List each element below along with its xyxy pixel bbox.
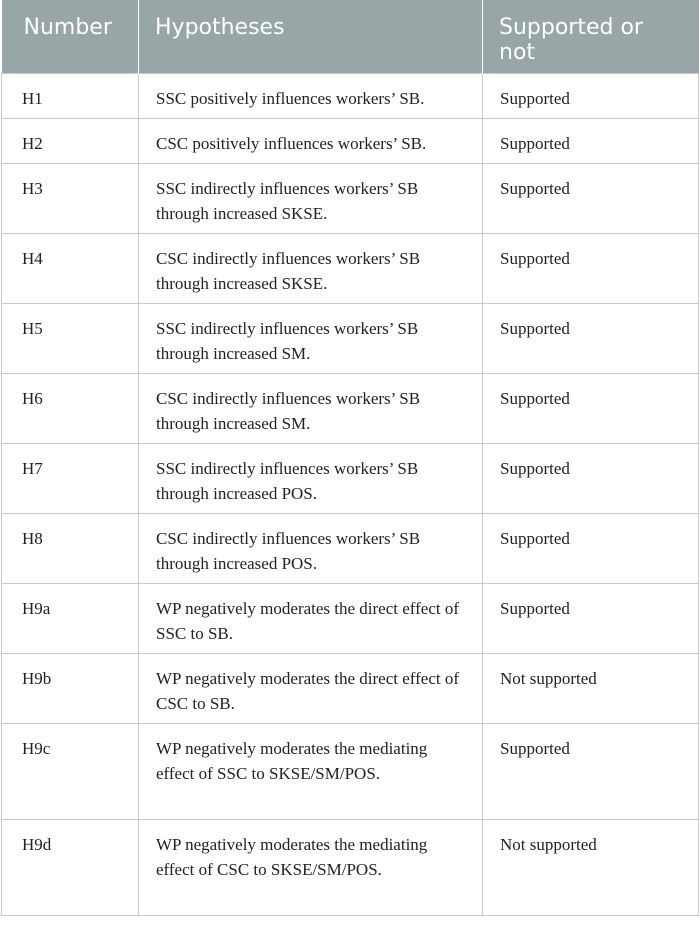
hypotheses-table: [1, 0, 699, 916]
hypothesis-cell: CSC indirectly influences workers’ SB through increased SM.: [139, 374, 483, 444]
number-cell: H9d: [2, 820, 139, 916]
table-row: [2, 444, 699, 514]
table-row: [2, 514, 699, 584]
hypothesis-cell: WP negatively moderates the direct effect of CSC to SB.: [139, 654, 483, 724]
table-row: [2, 374, 699, 444]
number-cell: H9c: [2, 724, 139, 820]
hypothesis-cell: SSC positively influences workers’ SB.: [139, 74, 483, 119]
status-cell: Supported: [483, 374, 699, 444]
hypothesis-cell: SSC indirectly influences workers’ SB through increased POS.: [139, 444, 483, 514]
status-cell: Supported: [483, 119, 699, 164]
hypothesis-cell: WP negatively moderates the mediating effect of SSC to SKSE/SM/POS.: [139, 724, 483, 820]
status-cell: Supported: [483, 584, 699, 654]
hypothesis-cell: CSC positively influences workers’ SB.: [139, 119, 483, 164]
hypothesis-cell: CSC indirectly influences workers’ SB through increased POS.: [139, 514, 483, 584]
table-row: [2, 164, 699, 234]
table-row: [2, 119, 699, 164]
number-cell: H9b: [2, 654, 139, 724]
hypothesis-cell: CSC indirectly influences workers’ SB through increased SKSE.: [139, 234, 483, 304]
hypothesis-cell: SSC indirectly influences workers’ SB through increased SKSE.: [139, 164, 483, 234]
status-cell: Supported: [483, 164, 699, 234]
status-cell: Supported: [483, 74, 699, 119]
status-cell: Supported: [483, 514, 699, 584]
table-row: [2, 74, 699, 119]
header-supported: Supported or not: [483, 0, 699, 74]
hypothesis-cell: WP negatively moderates the mediating effect of CSC to SKSE/SM/POS.: [139, 820, 483, 916]
table-row: [2, 724, 699, 820]
number-cell: H1: [2, 74, 139, 119]
status-cell: Supported: [483, 304, 699, 374]
status-cell: Not supported: [483, 820, 699, 916]
number-cell: H4: [2, 234, 139, 304]
number-cell: H2: [2, 119, 139, 164]
status-cell: Supported: [483, 724, 699, 820]
number-cell: H7: [2, 444, 139, 514]
table-row: [2, 820, 699, 916]
status-cell: Not supported: [483, 654, 699, 724]
number-cell: H9a: [2, 584, 139, 654]
number-cell: H6: [2, 374, 139, 444]
header-row: [2, 0, 699, 74]
hypothesis-cell: SSC indirectly influences workers’ SB through increased SM.: [139, 304, 483, 374]
table-row: [2, 304, 699, 374]
table-row: [2, 234, 699, 304]
table-row: [2, 584, 699, 654]
number-cell: H8: [2, 514, 139, 584]
number-cell: H3: [2, 164, 139, 234]
table-row: [2, 654, 699, 724]
status-cell: Supported: [483, 444, 699, 514]
status-cell: Supported: [483, 234, 699, 304]
header-hypotheses: Hypotheses: [139, 0, 483, 74]
header-number: Number: [2, 0, 139, 74]
number-cell: H5: [2, 304, 139, 374]
hypothesis-cell: WP negatively moderates the direct effect of SSC to SB.: [139, 584, 483, 654]
